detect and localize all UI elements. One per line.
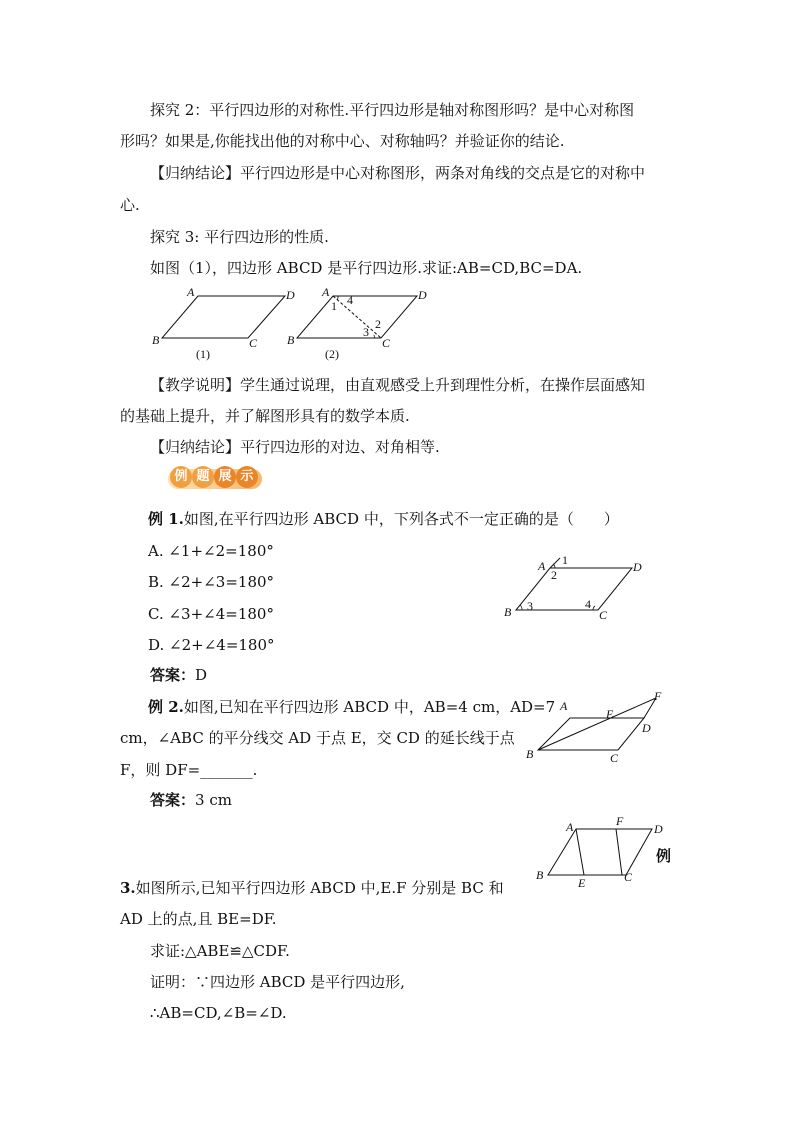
banner-char-1: 例	[170, 466, 192, 488]
example1-option-a: A. ∠1+∠2=180°	[148, 542, 274, 560]
example1-figure	[500, 548, 660, 628]
example1-option-d: D. ∠2+∠4=180°	[148, 636, 275, 654]
example3-number: 3.	[120, 879, 136, 897]
ex2-fig-label-D: D	[642, 721, 651, 735]
example2-figure	[520, 688, 680, 773]
conclusion1-line1: 【归纳结论】平行四边形是中心对称图形，两条对角线的交点是它的对称中	[150, 164, 646, 182]
fig2-label-A: A	[322, 285, 330, 299]
ex2-fig-label-F: F	[654, 689, 662, 703]
ex1-fig-label-A: A	[538, 559, 546, 573]
example2-answer-label: 答案：	[150, 791, 196, 809]
example3-line1	[120, 878, 504, 898]
ex3-fig-label-B: B	[536, 868, 544, 882]
example2-line1-text: 如图,已知在平行四边形 ABCD 中，AB=4 cm，AD=7	[183, 698, 556, 716]
example1-answer: D	[195, 666, 208, 684]
ex1-fig-label-D: D	[633, 560, 642, 574]
example3-prove: 求证:△ABE≌△CDF.	[150, 942, 290, 960]
ex2-fig-label-E: E	[606, 707, 614, 721]
example2-label: 例 2.	[148, 698, 184, 716]
fig2-label-1: 1	[331, 299, 337, 313]
fig1-label-A: A	[187, 285, 195, 299]
explore3-prompt: 如图（1），四边形 ABCD 是平行四边形.求证:AB=CD,BC=DA.	[150, 259, 583, 277]
example1-option-c: C. ∠3+∠4=180°	[148, 605, 274, 623]
teaching-note-line2: 的基础上提升，并了解图形具有的数学本质.	[120, 407, 410, 425]
fig2-label-B: B	[287, 333, 295, 347]
fig2-label-C: C	[382, 336, 391, 350]
example3-proof2: ∴AB=CD,∠B=∠D.	[150, 1004, 287, 1022]
fig2-label-D: D	[418, 288, 427, 302]
parallelogram-figure-1	[150, 284, 300, 364]
banner-char-2: 题	[192, 466, 214, 488]
example2-answer: 3 cm	[195, 791, 232, 809]
example1-label: 例 1.	[148, 510, 184, 528]
parallelogram-figure-2	[285, 284, 435, 364]
ex2-fig-label-B: B	[526, 747, 534, 761]
ex3-fig-label-A: A	[566, 820, 574, 834]
ex2-fig-label-C: C	[610, 751, 619, 765]
ex3-fig-label-E: E	[578, 876, 586, 890]
conclusion1-line2: 心.	[120, 196, 140, 214]
ex3-fig-label-F: F	[616, 814, 624, 828]
example1-answer-line	[150, 665, 207, 685]
ex1-fig-label-B: B	[504, 605, 512, 619]
banner-char-4: 示	[236, 466, 258, 488]
banner-char-3: 展	[214, 466, 236, 488]
fig1-label-B: B	[152, 333, 160, 347]
explore2-line2: 形吗？如果是,你能找出他的对称中心、对称轴吗？并验证你的结论.	[120, 132, 565, 150]
ex3-fig-label-C: C	[624, 870, 633, 884]
conclusion2: 【归纳结论】平行四边形的对边、对角相等.	[150, 438, 440, 456]
fig2-label-3: 3	[363, 325, 369, 339]
fig1-caption: (1)	[196, 347, 210, 361]
example-banner	[160, 466, 270, 492]
fig1-label-D: D	[286, 288, 295, 302]
ex3-fig-label-D: D	[654, 822, 663, 836]
example1-question-line	[148, 509, 619, 529]
fig2-label-2: 2	[375, 317, 381, 331]
example1-question: 如图,在平行四边形 ABCD 中，下列各式不一定正确的是（ ）	[183, 510, 619, 528]
teaching-note-line1: 【教学说明】学生通过说理，由直观感受上升到理性分析，在操作层面感知	[150, 376, 646, 394]
example2-line2: cm，∠ABC 的平分线交 AD 于点 E，交 CD 的延长线于点	[120, 729, 515, 747]
ex1-fig-label-C: C	[599, 608, 608, 622]
example2-answer-line	[150, 790, 232, 810]
explore3-title: 探究 3: 平行四边形的性质.	[150, 228, 329, 246]
fig2-label-4: 4	[347, 293, 353, 307]
example3-proof1: 证明：∵四边形 ABCD 是平行四边形,	[150, 973, 405, 991]
ex1-fig-label-1: 1	[562, 553, 568, 567]
ex1-fig-label-3: 3	[527, 599, 533, 613]
example3-corner-label: 例	[656, 847, 672, 865]
ex1-fig-label-2: 2	[551, 568, 557, 582]
example3-line1-text: 如图所示,已知平行四边形 ABCD 中,E.F 分别是 BC 和	[135, 879, 504, 897]
example2-line3: F，则 DF=_______.	[120, 761, 258, 779]
fig2-caption: (2)	[325, 347, 339, 361]
fig1-label-C: C	[249, 336, 258, 350]
ex1-fig-label-4: 4	[585, 597, 591, 611]
example1-answer-label: 答案：	[150, 666, 196, 684]
example1-option-b: B. ∠2+∠3=180°	[148, 573, 275, 591]
ex2-fig-label-A: A	[560, 699, 568, 713]
explore2-line1: 探究 2：平行四边形的对称性.平行四边形是轴对称图形吗？是中心对称图	[150, 101, 635, 119]
example3-line2: AD 上的点,且 BE=DF.	[120, 910, 277, 928]
example2-line1	[148, 697, 555, 717]
